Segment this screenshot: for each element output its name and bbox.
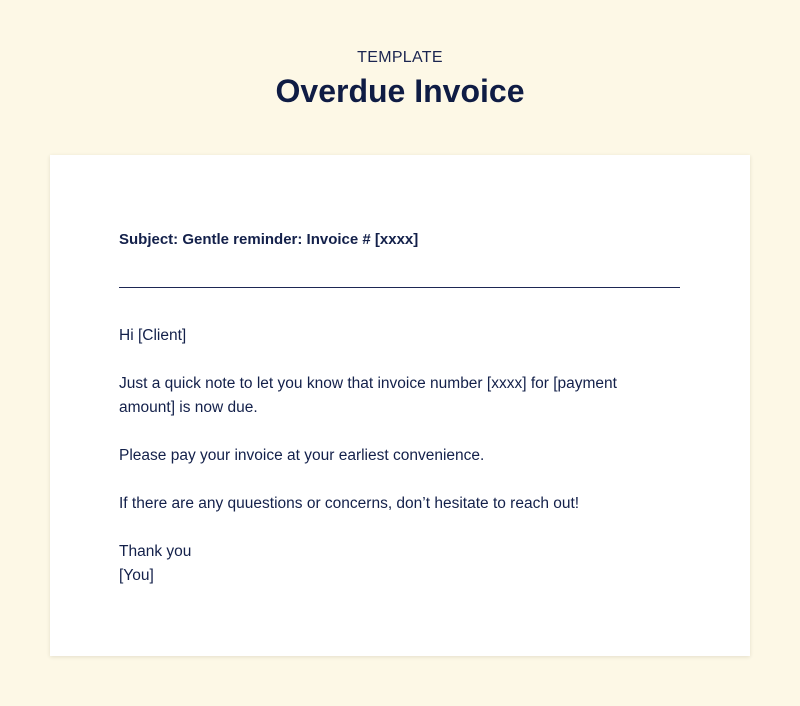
email-closing bbox=[119, 540, 659, 588]
email-subject: Subject: Gentle reminder: Invoice # [xxxx] bbox=[119, 231, 419, 248]
email-paragraph-pay-request: Please pay your invoice at your earliest convenience. bbox=[119, 447, 485, 464]
email-greeting: Hi [Client] bbox=[119, 327, 187, 344]
email-body bbox=[119, 324, 659, 612]
email-signature: [You] bbox=[119, 567, 154, 584]
email-signoff: Thank you bbox=[119, 543, 192, 560]
email-paragraph-questions: If there are any quuestions or concerns, don’t hesitate to reach out! bbox=[119, 495, 580, 512]
email-paragraph-due-notice: Just a quick note to let you know that invoice number [xxxx] for [payment amount] is now due. bbox=[119, 375, 617, 416]
template-eyebrow: TEMPLATE bbox=[357, 49, 443, 66]
page-title: Overdue Invoice bbox=[275, 73, 525, 109]
email-template-card bbox=[50, 155, 750, 656]
subject-divider bbox=[119, 287, 680, 288]
